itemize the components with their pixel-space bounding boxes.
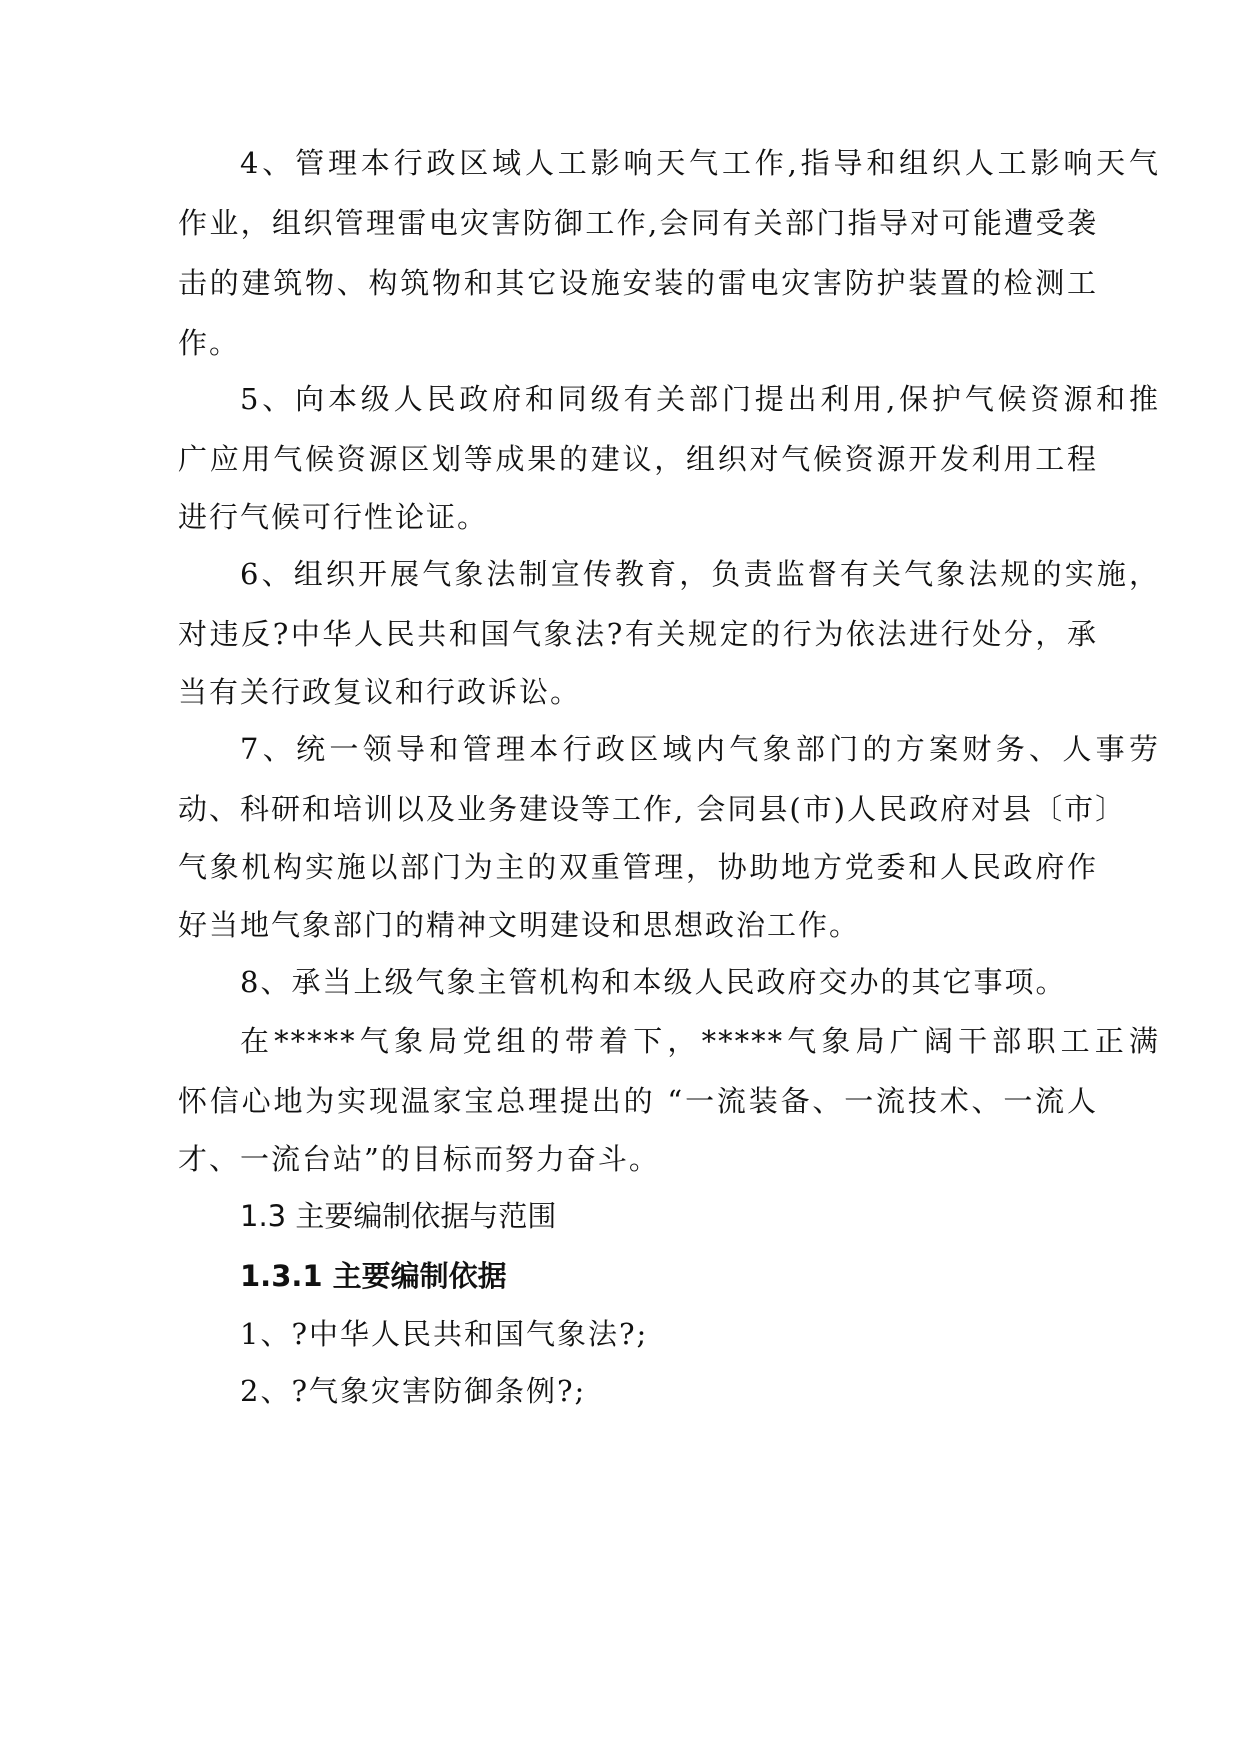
paragraph-6-line-1: 6、组织开展气象法制宣传教育，负责监督有关气象法规的实施， (240, 557, 1160, 591)
paragraph-7-line-3: 气象机构实施以部门为主的双重管理，协助地方党委和人民政府作 (178, 850, 1098, 884)
closing-paragraph-line-1: 在*****气象局党组的带着下，*****气象局广阔干部职工正满 (240, 1024, 1160, 1058)
paragraph-4-line-4: 作。 (178, 326, 241, 360)
paragraph-6-line-3: 当有关行政复议和行政诉讼。 (178, 675, 582, 709)
list-item: 2、?气象灾害防御条例?; (240, 1374, 587, 1408)
list-item: 1、?中华人民共和国气象法?; (240, 1317, 649, 1351)
subsection-heading: 1.3.1 主要编制依据 (240, 1259, 507, 1293)
paragraph-7-line-4: 好当地气象部门的精神文明建设和思想政治工作。 (178, 908, 861, 942)
paragraph-5-line-2: 广应用气候资源区划等成果的建议，组织对气候资源开发利用工程 (178, 442, 1098, 476)
paragraph-6-line-2: 对违反?中华人民共和国气象法?有关规定的行为依法进行处分，承 (178, 617, 1098, 651)
paragraph-8-line-1: 8、承当上级气象主管机构和本级人民政府交办的其它事项。 (240, 965, 1067, 999)
paragraph-5-line-1: 5、向本级人民政府和同级有关部门提出利用,保护气候资源和推 (240, 382, 1160, 416)
paragraph-4-line-1: 4、管理本行政区域人工影响天气工作,指导和组织人工影响天气 (240, 146, 1160, 180)
paragraph-7-line-2: 动、科研和培训以及业务建设等工作, 会同县(市)人民政府对县〔市〕 (178, 792, 1127, 826)
paragraph-7-line-1: 7、统一领导和管理本行政区域内气象部门的方案财务、人事劳 (240, 732, 1160, 766)
paragraph-5-line-3: 进行气候可行性论证。 (178, 500, 489, 534)
paragraph-4-line-3: 击的建筑物、构筑物和其它设施安装的雷电灾害防护装置的检测工 (178, 266, 1098, 300)
section-heading: 1.3 主要编制依据与范围 (240, 1199, 557, 1233)
closing-paragraph-line-3: 才、一流台站”的目标而努力奋斗。 (178, 1142, 660, 1176)
paragraph-4-line-2: 作业，组织管理雷电灾害防御工作,会同有关部门指导对可能遭受袭 (178, 206, 1098, 240)
closing-paragraph-line-2: 怀信心地为实现温家宝总理提出的 “一流装备、一流技术、一流人 (178, 1084, 1098, 1118)
